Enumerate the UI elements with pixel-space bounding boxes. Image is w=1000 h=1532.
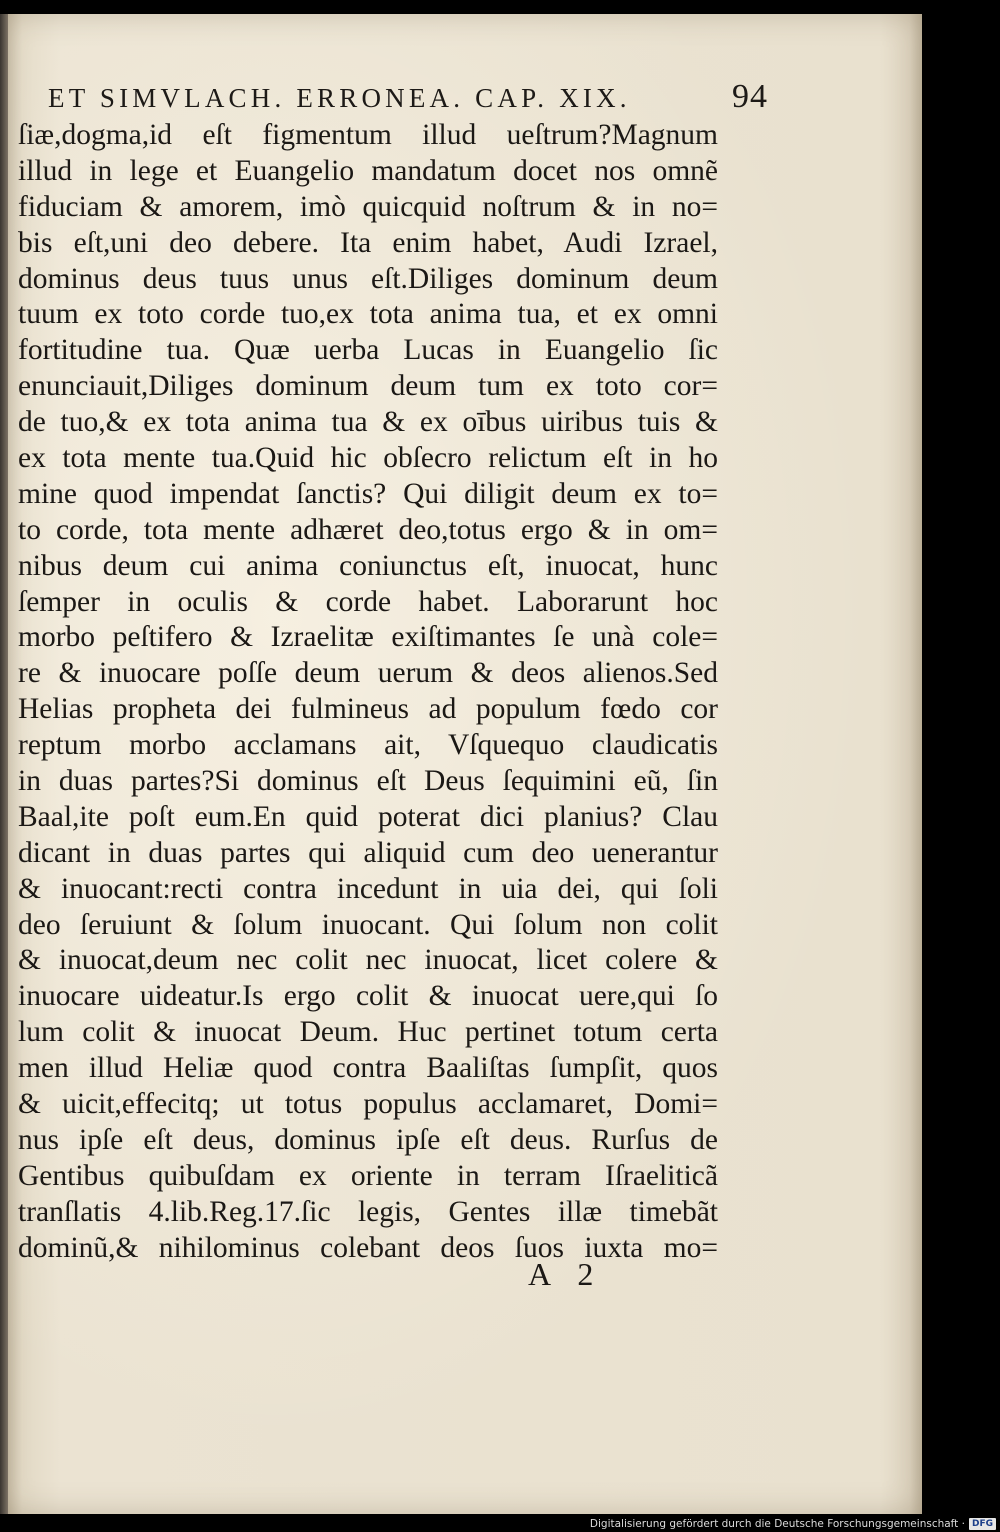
text-line: ſemper in oculis & corde habet. Laborarunt hoc [18, 585, 718, 618]
running-head [48, 78, 768, 116]
text-line: enunciauit,Diliges dominum deum tum ex toto cor= [18, 370, 718, 403]
text-line: mine quod impendat ſanctis? Qui diligit deum ex to= [18, 477, 718, 510]
text-line: reptum morbo acclamans ait, Vſquequo claudicatis [18, 729, 718, 762]
page-number: 94 [732, 78, 768, 115]
text-line: inuocare uideatur.Is ergo colit & inuocat uere,qui ſo [18, 980, 718, 1013]
footer-credit-text: Digitalisierung gefördert durch die Deutsche Forschungsgemeinschaft · [589, 1518, 965, 1530]
text-line: & inuocant:recti contra incedunt in uia dei, qui ſoli [18, 872, 718, 905]
text-line: dicant in duas partes qui aliquid cum deo uenerantur [18, 836, 718, 869]
text-line: ſiæ,dogma,id eſt figmentum illud ueſtrum?Magnum [18, 119, 718, 151]
text-line: bis eſt,uni deo debere. Ita enim habet, Audi Izrael, [18, 226, 718, 259]
text-line: to corde, tota mente adhæret deo,totus ergo & in om= [18, 513, 718, 546]
text-line: men illud Heliæ quod contra Baaliſtas ſumpſit, quos [18, 1052, 718, 1085]
footer-credit [590, 1518, 996, 1530]
text-line: morbo peſtifero & Izraelitæ exiſtimantes ſe unà cole= [18, 621, 718, 654]
text-line: re & inuocare poſſe deum uerum & deos alienos.Sed [18, 657, 718, 690]
text-line: tranſlatis 4.lib.Reg.17.ſic legis, Gentes illæ timebãt [18, 1195, 718, 1228]
text-line: fortitudine tua. Quæ uerba Lucas in Euangelio ſic [18, 334, 718, 367]
footer-bar [0, 1514, 1000, 1532]
body-text [18, 118, 718, 1267]
text-line: ex tota mente tua.Quid hic obſecro relictum eſt in ho [18, 442, 718, 475]
text-line: nus ipſe eſt deus, dominus ipſe eſt deus. Rurſus de [18, 1123, 718, 1156]
text-line: & uicit,effecitq; ut totus populus acclamaret, Domi= [18, 1088, 718, 1121]
text-line: de tuo,& ex tota anima tua & ex oībus uiribus tuis & [18, 406, 718, 439]
text-line: fiduciam & amorem, imò quicquid noſtrum & in no= [18, 190, 718, 223]
dfg-logo-icon: DFG [969, 1518, 996, 1530]
text-line: dominũ,& nihilominus colebant deos ſuos iuxta mo= [18, 1231, 718, 1264]
text-line: lum colit & inuocat Deum. Huc pertinet totum certa [18, 1016, 718, 1049]
signature-mark: A 2 [528, 1256, 604, 1292]
page-gutter-shadow [0, 14, 8, 1514]
text-line: Helias propheta dei fulmineus ad populum fœdo cor [18, 693, 718, 726]
text-line: illud in lege et Euangelio mandatum docet nos omnẽ [18, 154, 718, 187]
text-line: deo ſeruiunt & ſolum inuocant. Qui ſolum non colit [18, 908, 718, 941]
text-line: Gentibus quibuſdam ex oriente in terram Iſraeliticã [18, 1159, 718, 1192]
text-line: & inuocat,deum nec colit nec inuocat, licet colere & [18, 944, 718, 977]
text-line: nibus deum cui anima coniunctus eſt, inuocat, hunc [18, 549, 718, 582]
text-line: Baal,ite poſt eum.En quid poterat dici planius? Clau [18, 800, 718, 833]
text-line: dominus deus tuus unus eſt.Diliges dominum deum [18, 262, 718, 295]
text-line: tuum ex toto corde tuo,ex tota anima tua, et ex omni [18, 298, 718, 331]
running-head-title: ET SIMVLACH. ERRONEA. CAP. XIX. [48, 83, 631, 113]
text-line: in duas partes?Si dominus eſt Deus ſequimini eũ, ſin [18, 765, 718, 798]
